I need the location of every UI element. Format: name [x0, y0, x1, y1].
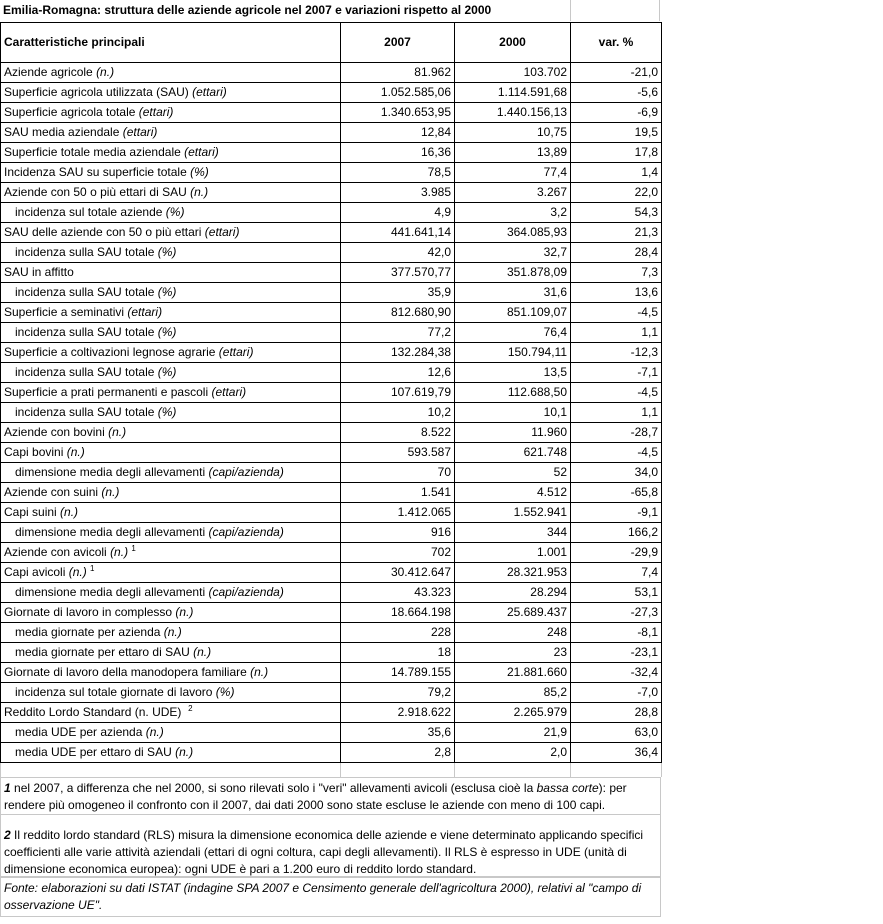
value-2007: 10,2 [341, 403, 455, 423]
value-2000: 13,89 [455, 143, 571, 163]
value-2007: 8.522 [341, 423, 455, 443]
row-unit: (%) [157, 365, 177, 379]
row-label-text: Incidenza SAU su superficie totale [4, 165, 191, 179]
value-var: 28,4 [571, 243, 662, 263]
table-row [1, 383, 662, 403]
row-label [1, 703, 341, 723]
value-var: -9,1 [571, 503, 662, 523]
value-var: 53,1 [571, 583, 662, 603]
value-2000: 1.001 [455, 543, 571, 563]
row-unit: (%) [157, 405, 177, 419]
value-2000: 1.114.591,68 [455, 83, 571, 103]
row-unit: (ettari) [211, 385, 247, 399]
value-2000: 1.440.156,13 [455, 103, 571, 123]
row-label [1, 263, 341, 283]
row-label-text: Reddito Lordo Standard (n. UDE) [4, 705, 185, 719]
value-2007: 916 [341, 523, 455, 543]
row-unit: (capi/azienda) [208, 585, 284, 599]
value-2000: 851.109,07 [455, 303, 571, 323]
table-row [1, 323, 662, 343]
row-label [1, 723, 341, 743]
value-2000: 150.794,11 [455, 343, 571, 363]
row-label-text: SAU delle aziende con 50 o più ettari [4, 225, 205, 239]
value-2007: 441.641,14 [341, 223, 455, 243]
row-unit: (ettari) [192, 85, 227, 99]
header-2007: 2007 [341, 23, 455, 63]
value-var: -29,9 [571, 543, 662, 563]
value-2007: 77,2 [341, 323, 455, 343]
value-2000: 77,4 [455, 163, 571, 183]
value-2000: 28.321.953 [455, 563, 571, 583]
value-2000: 23 [455, 643, 571, 663]
row-label-text: dimensione media degli allevamenti [15, 585, 209, 599]
value-2007: 107.619,79 [341, 383, 455, 403]
table-row [1, 223, 662, 243]
value-var: 1,4 [571, 163, 662, 183]
value-2007: 18.664.198 [341, 603, 455, 623]
value-2007: 16,36 [341, 143, 455, 163]
value-2007: 30.412.647 [341, 563, 455, 583]
value-var: 19,5 [571, 123, 662, 143]
row-label [1, 163, 341, 183]
row-unit: (n.) [96, 65, 115, 79]
footnote-2-number: 2 [4, 828, 11, 842]
value-2007: 593.587 [341, 443, 455, 463]
row-unit: (ettari) [122, 125, 158, 139]
table-row [1, 503, 662, 523]
row-label [1, 283, 341, 303]
value-var: -4,5 [571, 443, 662, 463]
row-label-text: Superficie totale media aziendale [4, 145, 185, 159]
value-2000: 4.512 [455, 483, 571, 503]
row-unit: (n.) [175, 605, 194, 619]
row-label-text: Aziende con bovini [4, 425, 109, 439]
value-2000: 11.960 [455, 423, 571, 443]
value-2007: 35,6 [341, 723, 455, 743]
empty-cell [571, 763, 662, 778]
value-2007: 2,8 [341, 743, 455, 763]
row-label-text: Aziende con avicoli [4, 545, 111, 559]
value-2000: 3,2 [455, 203, 571, 223]
table-row [1, 683, 662, 703]
value-2007: 1.412.065 [341, 503, 455, 523]
value-2007: 70 [341, 463, 455, 483]
row-unit: (%) [165, 205, 185, 219]
value-var: -4,5 [571, 383, 662, 403]
table-row [1, 723, 662, 743]
table-row [1, 103, 662, 123]
value-2007: 377.570,77 [341, 263, 455, 283]
footnote-ref: 1 [131, 544, 136, 553]
header-row [1, 23, 662, 63]
row-unit: (ettari) [218, 345, 254, 359]
footnote-1-number: 1 [4, 781, 11, 795]
value-2007: 132.284,38 [341, 343, 455, 363]
value-2000: 364.085,93 [455, 223, 571, 243]
row-label-text: dimensione media degli allevamenti [15, 525, 209, 539]
row-label [1, 303, 341, 323]
row-unit: (n.) [163, 625, 182, 639]
row-label [1, 443, 341, 463]
value-2007: 702 [341, 543, 455, 563]
row-unit: (n.) [108, 425, 127, 439]
value-var: -21,0 [571, 63, 662, 83]
row-label-text: incidenza sulla SAU totale [15, 285, 158, 299]
row-label-text: Capi bovini [4, 445, 67, 459]
value-2007: 78,5 [341, 163, 455, 183]
row-label-text: incidenza sulla SAU totale [15, 325, 158, 339]
row-label [1, 523, 341, 543]
header-var: var. % [571, 23, 662, 63]
value-2007: 14.789.155 [341, 663, 455, 683]
row-label-text: dimensione media degli allevamenti [15, 465, 209, 479]
row-label [1, 683, 341, 703]
table-row [1, 463, 662, 483]
table-row [1, 363, 662, 383]
row-label-text: incidenza sulla SAU totale [15, 405, 158, 419]
footnote-1-italic: bassa corte [536, 781, 599, 795]
row-label [1, 123, 341, 143]
value-var: 36,4 [571, 743, 662, 763]
value-2007: 2.918.622 [341, 703, 455, 723]
row-label [1, 583, 341, 603]
table-row [1, 583, 662, 603]
value-var: 22,0 [571, 183, 662, 203]
row-unit: (n.) [101, 485, 120, 499]
row-label [1, 663, 341, 683]
row-label-text: Capi avicoli [4, 565, 69, 579]
value-2000: 31,6 [455, 283, 571, 303]
table-row [1, 743, 662, 763]
row-label-text: Superficie a prati permanenti e pascoli [4, 385, 212, 399]
row-unit: (n.) [175, 745, 194, 759]
footnote-ref: 1 [90, 564, 95, 573]
table-row [1, 563, 662, 583]
value-2007: 35,9 [341, 283, 455, 303]
table-row [1, 263, 662, 283]
empty-cell [1, 763, 341, 778]
source-note: Fonte: elaborazioni su dati ISTAT (indagine SPA 2007 e Censimento generale dell'agricoltura 2000), relativi al "campo di osservazione UE". [0, 877, 661, 917]
row-unit: (%) [157, 245, 177, 259]
value-2007: 42,0 [341, 243, 455, 263]
row-label-text: Superficie a coltivazioni legnose agrarie [4, 345, 219, 359]
value-var: 28,8 [571, 703, 662, 723]
value-2000: 52 [455, 463, 571, 483]
row-label-text: media UDE per ettaro di SAU [15, 745, 176, 759]
table-body [1, 23, 662, 778]
value-2000: 103.702 [455, 63, 571, 83]
value-var: -8,1 [571, 623, 662, 643]
title-grid-cell [570, 0, 660, 21]
table-row [1, 403, 662, 423]
value-2000: 3.267 [455, 183, 571, 203]
value-2007: 79,2 [341, 683, 455, 703]
row-unit: (ettari) [204, 225, 240, 239]
value-2007: 12,84 [341, 123, 455, 143]
value-2000: 2.265.979 [455, 703, 571, 723]
value-var: -28,7 [571, 423, 662, 443]
value-2000: 112.688,50 [455, 383, 571, 403]
empty-cell [341, 763, 455, 778]
row-label-text: Aziende agricole [4, 65, 97, 79]
row-label-text: media giornate per azienda [15, 625, 164, 639]
footnote-1-text-b: ): per rendere più omogeneo il confronto con il 2007, dai dati 2000 sono state escluse le aziende con meno di 100 capi. [4, 781, 627, 812]
value-var: 54,3 [571, 203, 662, 223]
value-var: 17,8 [571, 143, 662, 163]
value-var: -7,0 [571, 683, 662, 703]
row-unit: (n.) [145, 725, 164, 739]
value-var: 166,2 [571, 523, 662, 543]
value-2000: 10,1 [455, 403, 571, 423]
table-row [1, 663, 662, 683]
row-label [1, 203, 341, 223]
table-row [1, 123, 662, 143]
value-2000: 10,75 [455, 123, 571, 143]
footnote-2-text: Il reddito lordo standard (RLS) misura la dimensione economica delle aziende e viene determinato applicando specifici coefficienti alle varie attività aziendali (ettari di ogni coltura, capi degli allevamenti). Il RLS è espresso in UDE (unità di dimensione economica europea): ogni UDE è pari a 1.200 euro di reddito lordo standard. [4, 828, 644, 876]
footnote-1-text-a: nel 2007, a differenza che nel 2000, si sono rilevati solo i "veri" allevamenti avicoli (esclusa cioè la [10, 781, 537, 795]
table-row [1, 343, 662, 363]
table-row [1, 643, 662, 663]
row-label [1, 423, 341, 443]
row-label-text: media UDE per azienda [15, 725, 146, 739]
row-unit: (%) [190, 165, 209, 179]
row-label [1, 143, 341, 163]
value-var: -5,6 [571, 83, 662, 103]
value-var: 7,3 [571, 263, 662, 283]
row-unit: (n.) [66, 445, 85, 459]
table-row [1, 443, 662, 463]
value-2000: 351.878,09 [455, 263, 571, 283]
value-var: -23,1 [571, 643, 662, 663]
table-row [1, 423, 662, 443]
table-row [1, 523, 662, 543]
notes-block [0, 777, 661, 917]
row-label [1, 83, 341, 103]
row-label-text: SAU in affitto [4, 265, 74, 279]
row-label [1, 103, 341, 123]
table-row [1, 183, 662, 203]
row-label-text: Aziende con suini [4, 485, 102, 499]
row-label-text: Giornate di lavoro in complesso [4, 605, 176, 619]
value-2000: 13,5 [455, 363, 571, 383]
row-label-text: Superficie agricola totale [4, 105, 139, 119]
row-label-text: Aziende con 50 o più ettari di SAU [4, 185, 191, 199]
value-var: 13,6 [571, 283, 662, 303]
value-2000: 621.748 [455, 443, 571, 463]
row-label-text: incidenza sulla SAU totale [15, 365, 158, 379]
table-row [1, 63, 662, 83]
empty-row [1, 763, 662, 778]
value-2007: 12,6 [341, 363, 455, 383]
row-label [1, 323, 341, 343]
value-2007: 81.962 [341, 63, 455, 83]
row-label-text: incidenza sul totale giornate di lavoro [15, 685, 216, 699]
value-var: 7,4 [571, 563, 662, 583]
row-label [1, 63, 341, 83]
value-2000: 2,0 [455, 743, 571, 763]
footnote-2 [0, 815, 661, 877]
row-unit: (%) [157, 325, 177, 339]
row-label [1, 343, 341, 363]
row-label [1, 403, 341, 423]
row-unit: (ettari) [184, 145, 219, 159]
row-label-text: incidenza sul totale aziende [15, 205, 166, 219]
value-2007: 228 [341, 623, 455, 643]
row-label-text: Capi suini [4, 505, 61, 519]
header-label: Caratteristiche principali [1, 23, 341, 63]
value-var: -32,4 [571, 663, 662, 683]
row-unit: (n.) [68, 565, 87, 579]
value-2000: 25.689.437 [455, 603, 571, 623]
footnote-ref: 2 [188, 704, 193, 713]
value-var: 21,3 [571, 223, 662, 243]
value-2007: 1.340.653,95 [341, 103, 455, 123]
table-row [1, 143, 662, 163]
row-unit: (%) [215, 685, 235, 699]
table-row [1, 243, 662, 263]
row-unit: (ettari) [127, 305, 163, 319]
table-row [1, 623, 662, 643]
value-var: -7,1 [571, 363, 662, 383]
value-2007: 1.541 [341, 483, 455, 503]
row-label [1, 243, 341, 263]
value-2000: 1.552.941 [455, 503, 571, 523]
row-label-text: Giornate di lavoro della manodopera familiare [4, 665, 251, 679]
header-2000: 2000 [455, 23, 571, 63]
row-unit: (n.) [190, 185, 209, 199]
row-label-text: SAU media aziendale [4, 125, 123, 139]
value-2000: 344 [455, 523, 571, 543]
value-2000: 32,7 [455, 243, 571, 263]
value-2007: 4,9 [341, 203, 455, 223]
value-var: -4,5 [571, 303, 662, 323]
value-2000: 76,4 [455, 323, 571, 343]
value-var: -12,3 [571, 343, 662, 363]
row-unit: (ettari) [138, 105, 174, 119]
row-label [1, 483, 341, 503]
value-var: 63,0 [571, 723, 662, 743]
table-row [1, 543, 662, 563]
row-unit: (n.) [110, 545, 129, 559]
row-label-text: incidenza sulla SAU totale [15, 245, 158, 259]
table-row [1, 283, 662, 303]
row-label [1, 363, 341, 383]
value-var: 34,0 [571, 463, 662, 483]
row-unit: (capi/azienda) [208, 465, 284, 479]
table-row [1, 703, 662, 723]
value-2000: 21,9 [455, 723, 571, 743]
table-row [1, 603, 662, 623]
value-2007: 1.052.585,06 [341, 83, 455, 103]
data-table [0, 22, 662, 777]
value-2007: 3.985 [341, 183, 455, 203]
value-var: -27,3 [571, 603, 662, 623]
row-label [1, 563, 341, 583]
value-2000: 85,2 [455, 683, 571, 703]
value-2007: 18 [341, 643, 455, 663]
row-label-text: Superficie agricola utilizzata (SAU) [4, 85, 193, 99]
table-row [1, 303, 662, 323]
row-label-text: media giornate per ettaro di SAU [15, 645, 194, 659]
value-2007: 43.323 [341, 583, 455, 603]
value-2000: 28.294 [455, 583, 571, 603]
footnote-1 [0, 777, 661, 815]
row-label [1, 643, 341, 663]
value-var: -6,9 [571, 103, 662, 123]
value-2000: 248 [455, 623, 571, 643]
row-label [1, 223, 341, 243]
row-label [1, 603, 341, 623]
row-label [1, 743, 341, 763]
row-unit: (n.) [60, 505, 79, 519]
table-row [1, 203, 662, 223]
value-var: -65,8 [571, 483, 662, 503]
row-label [1, 503, 341, 523]
row-unit: (n.) [250, 665, 269, 679]
row-label [1, 383, 341, 403]
value-2007: 812.680,90 [341, 303, 455, 323]
row-unit: (%) [157, 285, 177, 299]
row-label [1, 623, 341, 643]
table-title: Emilia-Romagna: struttura delle aziende agricole nel 2007 e variazioni rispetto al 2000 [0, 0, 660, 21]
row-unit: (n.) [193, 645, 212, 659]
table-row [1, 83, 662, 103]
row-label [1, 183, 341, 203]
empty-cell [455, 763, 571, 778]
row-label [1, 463, 341, 483]
value-2000: 21.881.660 [455, 663, 571, 683]
value-var: 1,1 [571, 323, 662, 343]
row-label [1, 543, 341, 563]
row-label-text: Superficie a seminativi [4, 305, 128, 319]
table-row [1, 163, 662, 183]
table-row [1, 483, 662, 503]
value-var: 1,1 [571, 403, 662, 423]
row-unit: (capi/azienda) [208, 525, 284, 539]
